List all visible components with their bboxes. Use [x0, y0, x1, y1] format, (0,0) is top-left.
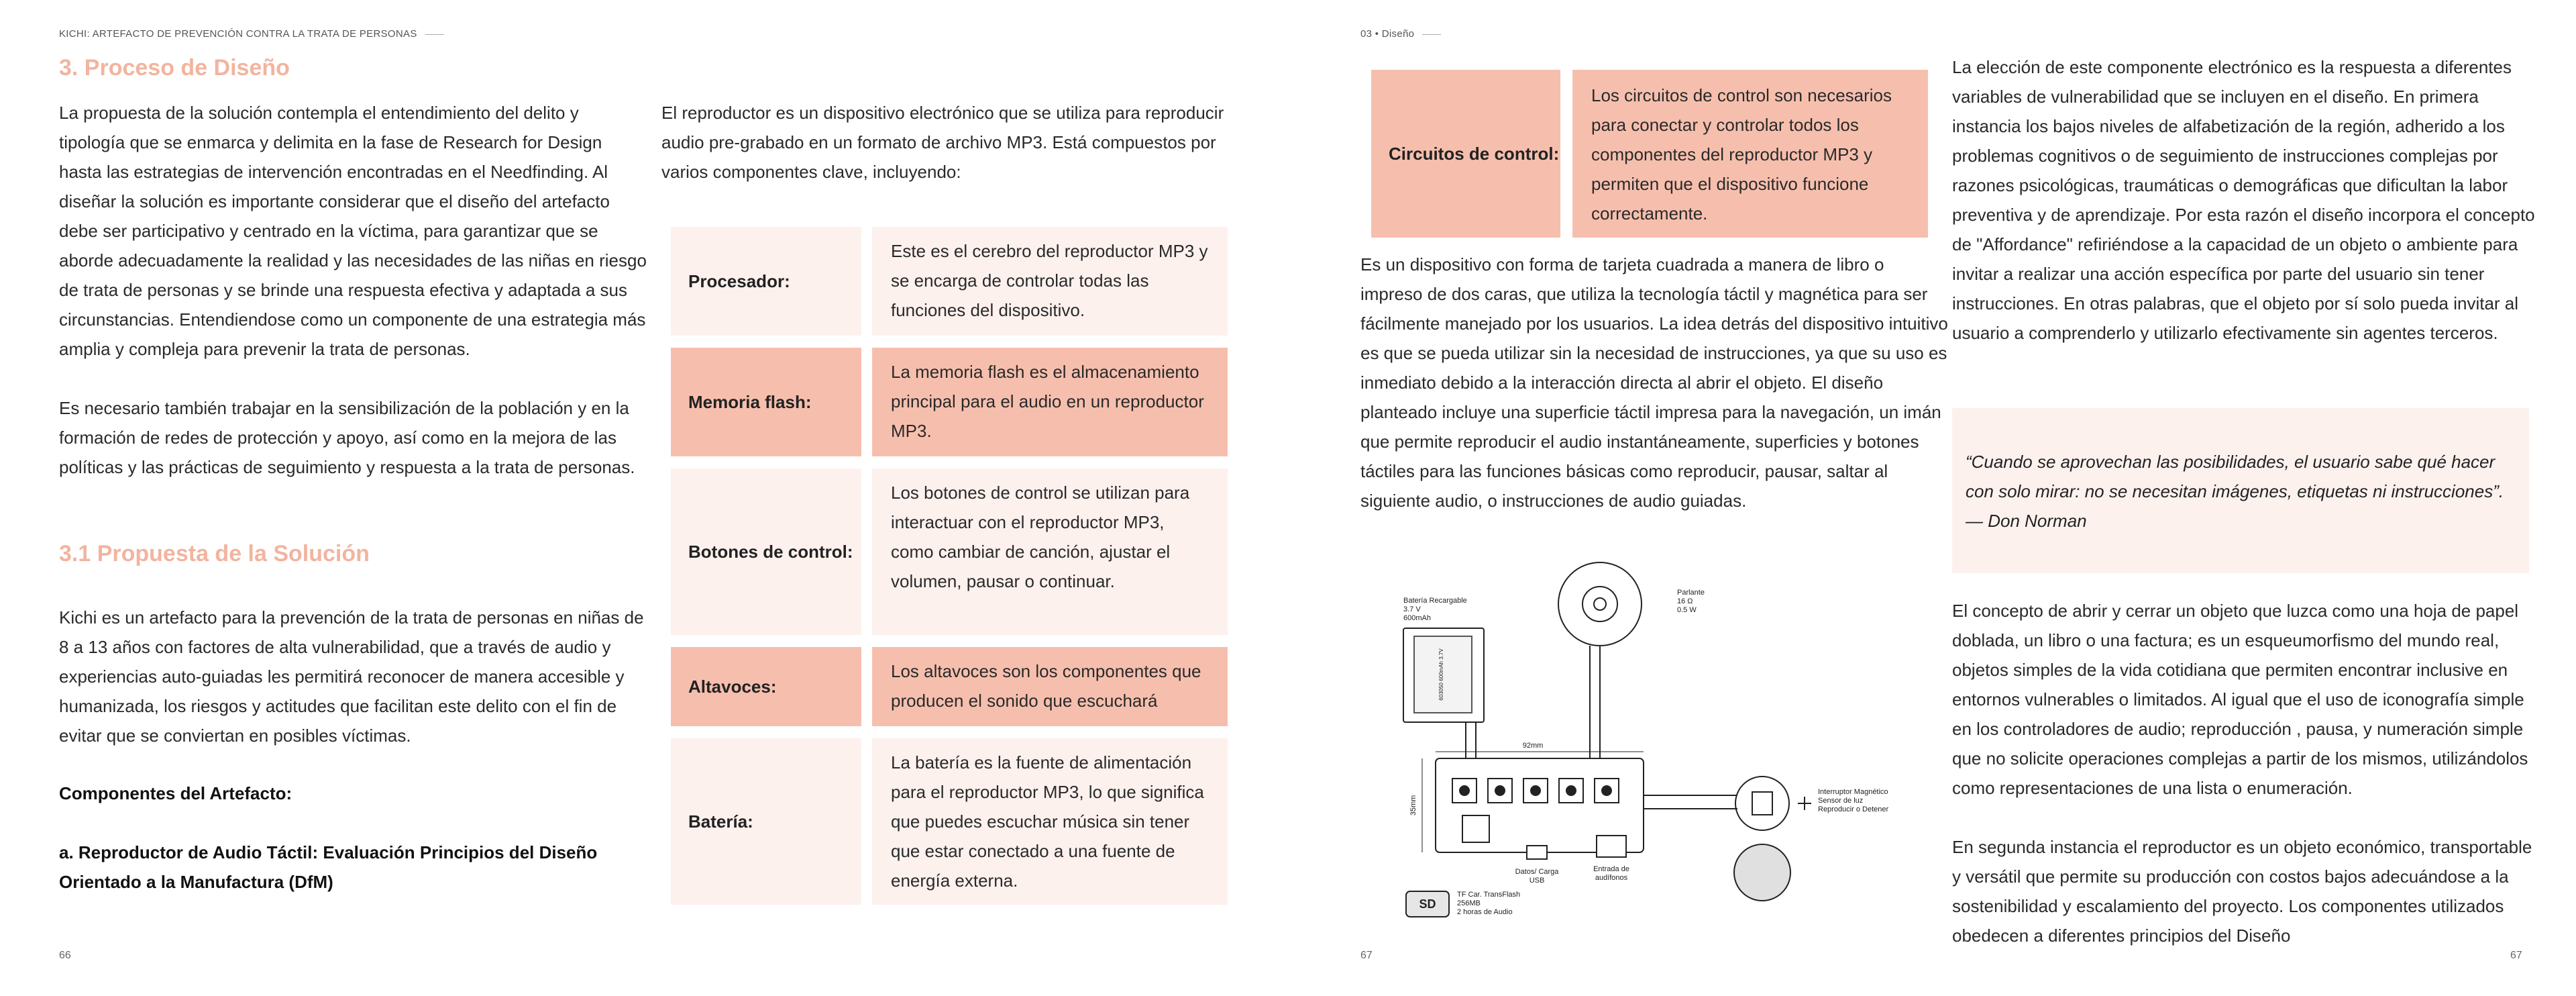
usb-label-2: USB [1529, 877, 1545, 885]
paragraph-sensibilizacion: Es necesario también trabajar en la sensibilización de la población y en la formación de redes de protección y apoyo, así como en la mejora de las políticas y las prácticas de seguimiento y respuesta a la trata de personas. [59, 398, 635, 477]
magnetic-switch [1735, 777, 1789, 830]
header-rule [1422, 34, 1441, 35]
speaker [1558, 562, 1642, 646]
row-label: Batería: [671, 738, 861, 905]
battery-label-2: 3.7 V [1403, 605, 1421, 613]
sd-badge: SD [1419, 897, 1436, 911]
height-label: 35mm [1409, 795, 1417, 816]
running-header [59, 28, 444, 40]
battery-chip-text: 603050 600mAh 3.7V [1438, 648, 1444, 701]
row-description: Los altavoces son los componentes que producen el sonido que escuchará [872, 647, 1228, 726]
paragraph-dispositivo: Es un dispositivo con forma de tarjeta cuadrada a manera de libro o impreso de dos caras, que utiliza la tecnología táctil y magnética para ser fácilmente manejado por los usuarios. La idea detrás del dispositivo intuitivo es que se pueda utilizar sin la necesidad de instrucciones, ya que su uso es inmediato debido a la interacción directa al abrir el objeto. El diseño planteado incluye una superficie táctil impresa para la navegación, un imán que permite reproducir el audio instantáneamente, superficies y botones táctiles para las funciones básicas como reproducir, pausar, saltar al siguiente audio, o instrucciones de audio guiadas. [1360, 254, 1948, 511]
paragraph-segunda-instancia: En segunda instancia el reproductor es un objeto económico, transportable y versátil que permite su producción con costos bajos adecuándose a la sostenibilidad y escalamiento del proyecto. Los componentes utilizados obedecen a diferentes principios del Diseño [1952, 837, 2532, 946]
components-heading: Componentes del Artefacto: [59, 783, 292, 803]
circuit-description: Los circuitos de control son necesarios para conectar y controlar todos los componentes del reproductor MP3 y permiten que el dispositivo funcione correctamente. [1572, 70, 1928, 238]
paragraph-kichi: Kichi es un artefacto para la prevención de la trata de personas en niñas de 8 a 13 años con factores de alta vulnerabilidad, que a través de audio y experiencias auto-guiadas les permitirá reconocer de manera accesible y humanizada, los riesgos y actitudes que facilitan este delito con el fin de evitar que se conviertan en posibles víctimas. [59, 607, 644, 746]
switch-label-1: Interruptor Magnético [1818, 788, 1888, 796]
quote-text: “Cuando se aprovechan las posibilidades, el usuario sabe qué hacer con solo mirar: no se necesitan imágenes, etiquetas ni instrucciones”. [1966, 452, 2504, 501]
page-number-right: 67 [2510, 950, 2522, 961]
switch-label-3: Reproducir o Detener [1818, 805, 1889, 813]
battery-label-1: Batería Recargable [1403, 597, 1467, 605]
paragraph-reproductor: El reproductor es un dispositivo electrónico que se utiliza para reproducir audio pre-grabado en un formato de archivo MP3. Está compuestos por varios componentes clave, incluyendo: [661, 103, 1224, 182]
row-description: Los botones de control se utilizan para interactuar con el reproductor MP3, como cambiar de canción, ajustar el volumen, pausar o continuar. [872, 468, 1228, 635]
table-row [671, 468, 1228, 635]
page-number: 66 [59, 950, 71, 961]
paragraph-intro: La propuesta de la solución contempla el entendimiento del delito y tipología que se enmarca y delimita en la fase de Research for Design hasta las estrategias de intervención encontradas en el Needfinding. Al diseñar la solución es importante considerar que el diseño del artefacto debe ser participativo y centrado en la víctima, para garantizar que se aborde adecuadamente la realidad y las necesidades de las niñas en riesgo de trata de personas y se brinde una respuesta efectiva y adaptada a sus circunstancias. Entendiendose como un componente de una estrategia más amplia y compleja para prevenir la trata de personas. [59, 103, 647, 359]
row-label: Altavoces: [671, 647, 861, 726]
row-label: Memoria flash: [671, 348, 861, 456]
circuit-diagram [1395, 557, 1905, 933]
row-label: Botones de control: [671, 468, 861, 635]
table-row [671, 647, 1228, 726]
audio-label-2: audífonos [1595, 874, 1628, 882]
row-description: Este es el cerebro del reproductor MP3 y se encarga de controlar todas las funciones del dispositivo. [872, 227, 1228, 336]
quote-box [1952, 408, 2529, 573]
battery-label-3: 600mAh [1403, 614, 1431, 622]
quote-author: — Don Norman [1966, 511, 2087, 531]
usb-port [1527, 846, 1547, 859]
right-page [1288, 0, 2576, 996]
table-row [671, 348, 1228, 456]
page-number: 67 [1360, 950, 1373, 961]
running-header-text: KICHI: ARTEFACTO DE PREVENCIÓN CONTRA LA TRATA DE PERSONAS [59, 28, 417, 40]
switch-label-2: Sensor de luz [1818, 797, 1864, 805]
audio-label-1: Entrada de [1593, 865, 1629, 873]
circuit-label: Circuitos de control: [1371, 70, 1560, 238]
subsection-title: 3.1 Propuesta de la Solución [59, 541, 370, 566]
row-description: La batería es la fuente de alimentación para el reproductor MP3, lo que significa que puedes escuchar música sin tener que estar conectado a una fuente de energía externa. [872, 738, 1228, 905]
section-title: 3. Proceso de Diseño [59, 55, 290, 81]
components-subheading: a. Reproductor de Audio Táctil: Evaluación Principios del Diseño Orientado a la Manufactura (DfM) [59, 842, 598, 892]
speaker-label-2: 16 Ω [1677, 597, 1693, 605]
usb-label-1: Datos/ Carga [1515, 868, 1559, 876]
running-header [1360, 28, 1441, 40]
circuit-row [1371, 70, 1928, 238]
table-row [671, 227, 1228, 336]
row-description: La memoria flash es el almacenamiento principal para el audio en un reproductor MP3. [872, 348, 1228, 456]
row-label: Procesador: [671, 227, 861, 336]
paragraph-concepto: El concepto de abrir y cerrar un objeto que luzca como una hoja de papel doblada, un libro o una factura; es un esqueumorfismo del mundo real, objetos simples de la vida cotidiana que permiten encontrar inclusive en entornos vulnerables o limitados. Al igual que el uso de iconografía simple en los controladores de audio; reproducción , pausa, y numeración simple que no solicite operaciones complejas a partir de los mismos, utilizándolos como representaciones de una lista o enumeración. [1952, 601, 2528, 798]
running-header-text: 03 • Diseño [1360, 28, 1415, 40]
speaker-label-3: 0.5 W [1677, 606, 1697, 614]
sd-label-1: TF Car. TransFlash [1457, 891, 1521, 899]
sd-label-3: 2 horas de Audio [1457, 908, 1513, 916]
audio-jack [1597, 836, 1626, 857]
header-rule [425, 34, 444, 35]
sd-label-2: 256MB [1457, 899, 1481, 907]
paragraph-eleccion: La elección de este componente electrónico es la respuesta a diferentes variables de vulnerabilidad que se incluyen en el diseño. En primera instancia los bajos niveles de alfabetización de la región, adherido a los problemas cognitivos o de seguimiento de instrucciones complejas por razones psicológicas, traumáticas o demográficas que dificultan la labor preventiva y de aprendizaje. Por esta razón el diseño incorpora el concepto de "Affordance" refiriéndose a la capacidad de un objeto o ambiente para invitar a realizar una acción específica por parte del usuario sin tener instrucciones. En otras palabras, que el objeto por sí solo pueda invitar al usuario a comprenderlo y utilizarlo efectivamente sin agentes terceros. [1952, 57, 2535, 343]
speaker-label-1: Parlante [1677, 589, 1705, 597]
table-row [671, 738, 1228, 905]
width-label: 92mm [1522, 742, 1544, 750]
